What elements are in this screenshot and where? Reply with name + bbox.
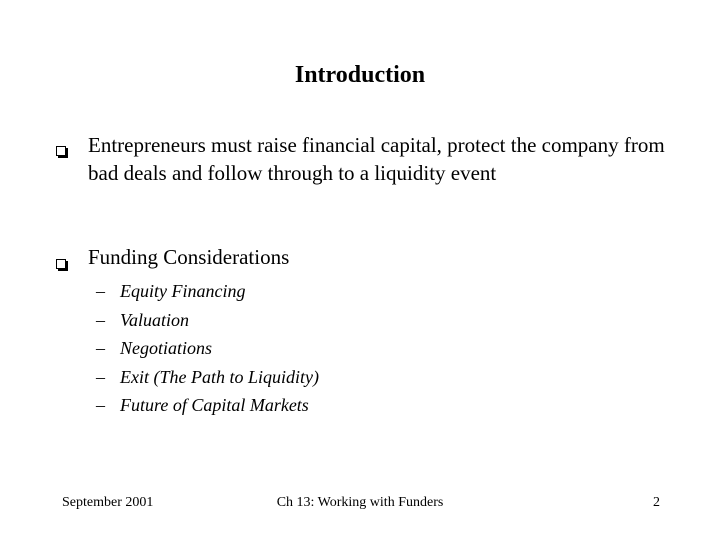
list-item-label: Future of Capital Markets [120,395,309,415]
list-item-label: Equity Financing [120,281,246,301]
dash-marker: – [96,338,105,358]
dash-marker: – [96,281,105,301]
bullet-text-capital: Entrepreneurs must raise financial capital, protect the company from bad deals and follow through to a liquidity event [88,133,665,185]
footer-date: September 2001 [62,495,154,510]
dash-marker: – [96,309,105,330]
bullet-text-funding: Funding Considerations [88,245,290,269]
list-item-label: Negotiations [120,338,213,358]
footer-chapter: Ch 13: Working with Funders [276,495,444,510]
list-item-label: Valuation [120,309,190,330]
slide-title: Introduction [294,62,426,88]
page-number: 2 [653,495,660,510]
dash-marker: – [96,395,105,415]
dash-marker: – [96,366,105,387]
square-bullet-icon [56,259,66,269]
list-item-label: Exit (The Path to Liquidity) [120,366,319,387]
square-bullet-icon [56,146,66,156]
